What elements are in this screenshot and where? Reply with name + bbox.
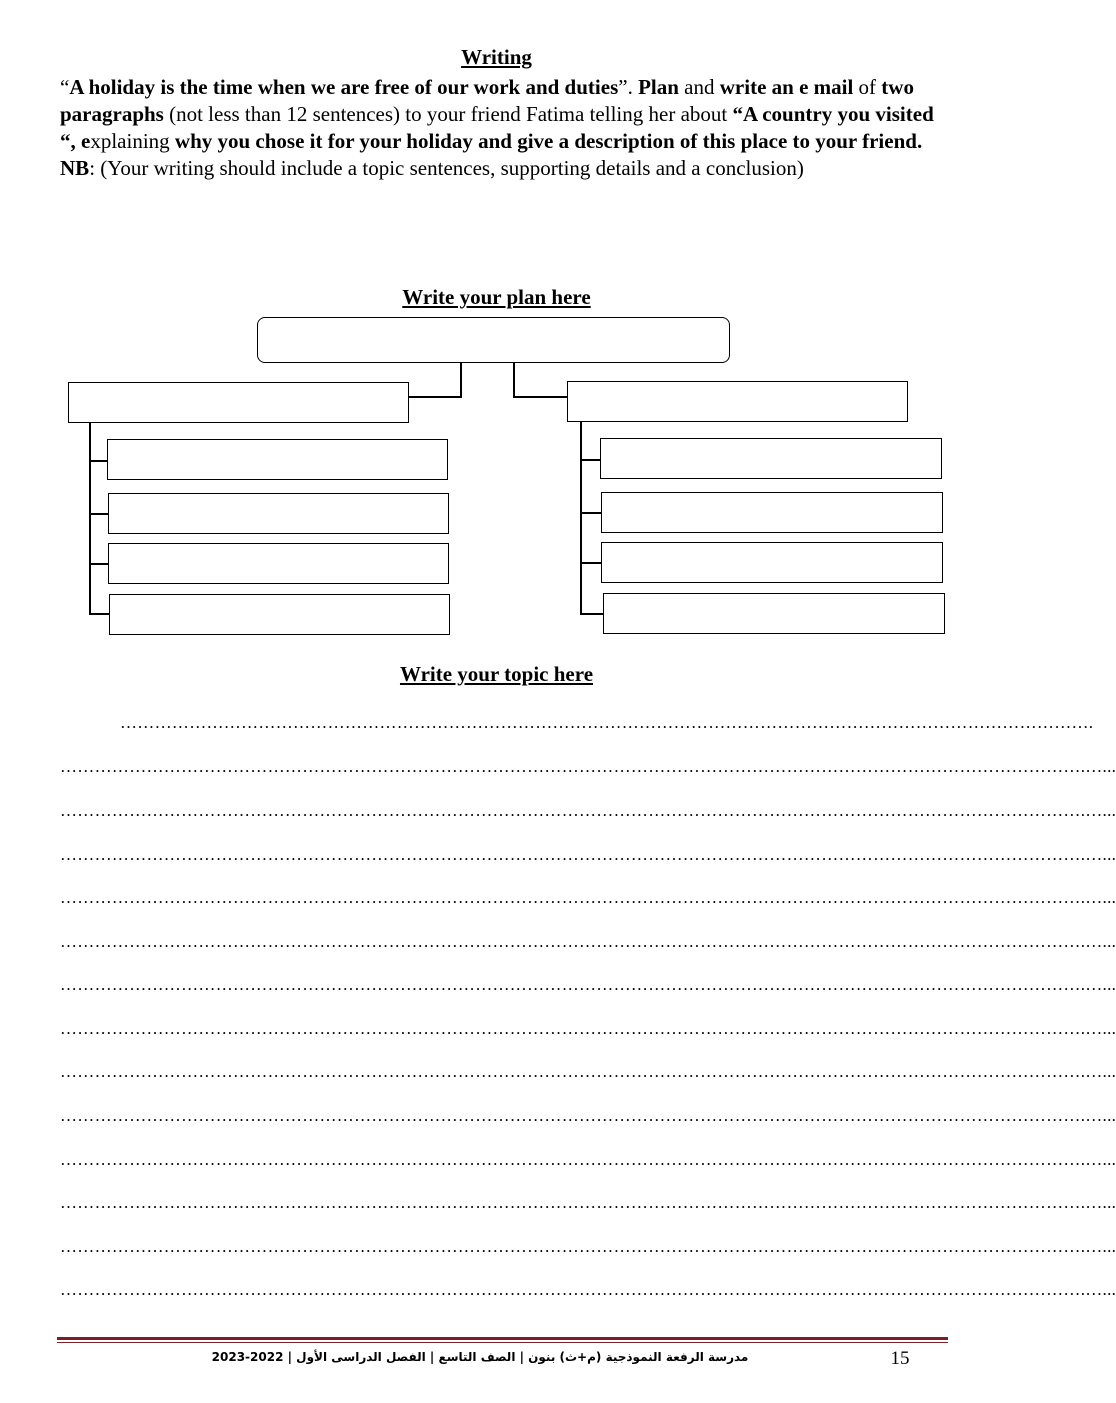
prompt-paragraph [60, 74, 940, 155]
writing-line[interactable]: …………………………………………………………………………………………………………………………………………………………….…... [60, 975, 1116, 994]
plan-left-detail-box[interactable] [107, 439, 448, 480]
nb-note [60, 155, 940, 182]
plan-main-box[interactable] [257, 317, 730, 363]
writing-line[interactable]: …………………………………………………………………………………………………………………………………………………………….…... [60, 1062, 1116, 1081]
writing-line[interactable]: …………………………………………………………………………………………………………………………………………………………….…... [60, 932, 1116, 951]
prompt-two-paragraphs: two paragraphs [60, 75, 914, 126]
writing-line[interactable]: …………………………………………………………………………………………………………………………………………………………….…... [60, 1280, 1116, 1299]
connector [89, 563, 109, 565]
writing-line[interactable]: ……………………………………………………………………………………………………………………………………………………. [120, 713, 1094, 732]
section-heading: Writing [461, 45, 532, 69]
footer-school-info: مدرسة الرفعة النموذجية (م+ث) بنون | الصف التاسع | الفصل الدراسى الأول | 2022-2023 [211, 1350, 749, 1364]
plan-left-paragraph-box[interactable] [68, 382, 409, 423]
topic-heading: Write your topic here [399, 662, 594, 686]
plan-left-detail-box[interactable] [108, 543, 449, 584]
plan-right-detail-box[interactable] [601, 542, 943, 583]
prompt-explaining: xplaining [90, 129, 175, 153]
plan-right-detail-box[interactable] [600, 438, 942, 479]
nb-text: : (Your writing should include a topic sentences, supporting details and a conclusion) [89, 156, 804, 180]
writing-line[interactable]: …………………………………………………………………………………………………………………………………………………………….…... [60, 845, 1116, 864]
connector [460, 363, 462, 397]
plan-right-detail-box[interactable] [603, 593, 945, 634]
connector [89, 460, 108, 462]
connector [580, 459, 601, 461]
writing-line[interactable]: …………………………………………………………………………………………………………………………………………………………….…... [60, 1237, 1116, 1256]
footer-divider [57, 1337, 948, 1340]
plan-left-detail-box[interactable] [108, 493, 449, 534]
plan-right-paragraph-box[interactable] [567, 381, 908, 422]
connector [89, 513, 109, 515]
writing-line[interactable]: …………………………………………………………………………………………………………………………………………………………….…... [60, 1106, 1116, 1125]
connector [580, 512, 602, 514]
connector [580, 562, 602, 564]
connector [580, 613, 603, 615]
connector [513, 363, 515, 397]
writing-line[interactable]: …………………………………………………………………………………………………………………………………………………………….…... [60, 1150, 1116, 1169]
plan-heading: Write your plan here [402, 285, 591, 309]
prompt-write-email: write an e mail [719, 75, 854, 99]
plan-left-detail-box[interactable] [109, 594, 450, 635]
prompt-quote: A holiday is the time when we are free of our work and duties [69, 75, 619, 99]
page-number: 15 [890, 1348, 910, 1369]
footer-divider-thin [57, 1342, 948, 1343]
writing-line[interactable]: …………………………………………………………………………………………………………………………………………………………….…... [60, 888, 1116, 907]
connector [580, 422, 582, 614]
writing-line[interactable]: …………………………………………………………………………………………………………………………………………………………….…... [60, 757, 1116, 776]
nb-label: NB [60, 156, 90, 180]
prompt-of: of [853, 75, 882, 99]
connector [89, 613, 110, 615]
writing-line[interactable]: …………………………………………………………………………………………………………………………………………………………….…... [60, 1019, 1116, 1038]
connector [513, 396, 568, 398]
prompt-plan: Plan [638, 75, 679, 99]
writing-prompt [60, 74, 940, 182]
prompt-and: and [678, 75, 720, 99]
connector [89, 423, 91, 614]
quote-mark-close: ”. [618, 75, 639, 99]
quote-mark: “ [60, 75, 70, 99]
writing-line[interactable]: …………………………………………………………………………………………………………………………………………………………….…... [60, 801, 1116, 820]
prompt-not-less: (not less than 12 sentences) to your friend Fatima telling her about [163, 102, 733, 126]
prompt-why: why you chose it for your holiday and give a description of this place to your friend. [174, 129, 923, 153]
writing-line[interactable]: …………………………………………………………………………………………………………………………………………………………….…... [60, 1193, 1116, 1212]
prompt-country: “A country you visited “, e [60, 102, 934, 153]
plan-right-detail-box[interactable] [601, 492, 943, 533]
connector [408, 396, 462, 398]
